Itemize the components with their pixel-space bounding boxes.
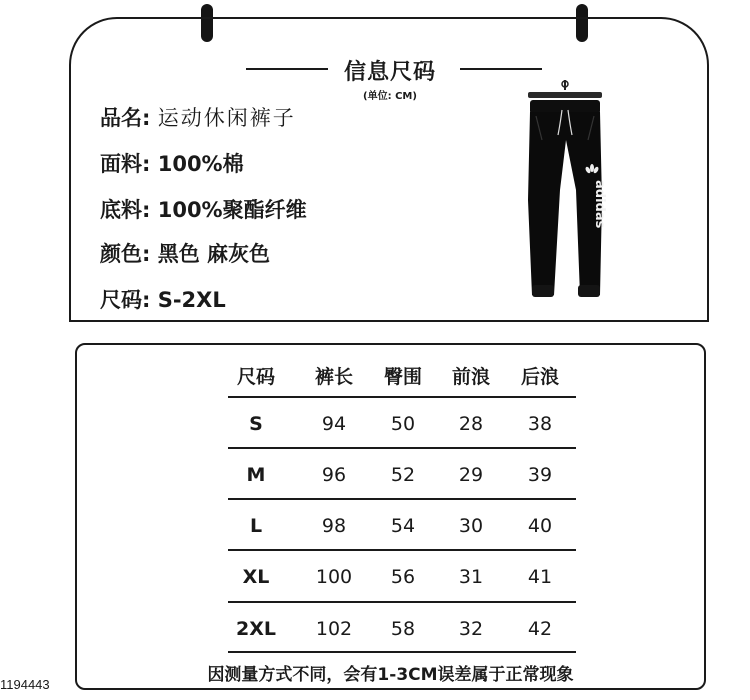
cell-front-rise: 29 xyxy=(458,464,484,486)
unit-note: (单位: CM) xyxy=(363,91,417,102)
cell-length: 96 xyxy=(321,464,347,486)
cell-back-rise: 38 xyxy=(527,413,553,435)
table-divider xyxy=(228,447,576,449)
lining-label: 底料: xyxy=(100,198,151,222)
cell-front-rise: 32 xyxy=(458,618,484,640)
header-back-rise: 后浪 xyxy=(520,366,559,388)
cell-size: 2XL xyxy=(236,618,276,640)
size-range-row xyxy=(100,284,226,314)
header-front-rise: 前浪 xyxy=(451,366,490,388)
cell-size: S xyxy=(249,413,263,435)
fabric-value: 100%棉 xyxy=(157,152,244,176)
cell-hip: 54 xyxy=(390,515,416,537)
product-name-value: 运动休闲裤子 xyxy=(157,106,296,130)
cell-hip: 50 xyxy=(390,413,416,435)
cell-hip: 58 xyxy=(390,618,416,640)
cell-front-rise: 30 xyxy=(458,515,484,537)
cell-length: 94 xyxy=(321,413,347,435)
color-value: 黑色 麻灰色 xyxy=(157,242,271,266)
brand-wordmark: adidas xyxy=(592,180,607,229)
fabric-label: 面料: xyxy=(100,152,151,176)
fabric-row xyxy=(100,148,244,178)
cell-hip: 56 xyxy=(390,566,416,588)
title-rule-left xyxy=(246,68,328,70)
image-code: 1194443 xyxy=(0,677,50,692)
table-divider xyxy=(228,601,576,603)
product-name-label: 品名: xyxy=(100,106,151,130)
table-divider xyxy=(228,549,576,551)
lining-row xyxy=(100,194,307,224)
cell-hip: 52 xyxy=(390,464,416,486)
product-name-row xyxy=(100,102,296,132)
header-hip: 臀围 xyxy=(383,366,422,388)
cell-length: 102 xyxy=(315,618,353,640)
lining-value: 100%聚酯纤维 xyxy=(157,198,307,222)
cell-size: L xyxy=(249,515,263,537)
cell-back-rise: 40 xyxy=(527,515,553,537)
size-range-label: 尺码: xyxy=(100,288,151,312)
cell-size: M xyxy=(246,464,266,486)
cell-size: XL xyxy=(242,566,270,588)
cell-length: 100 xyxy=(315,566,353,588)
size-range-value: S-2XL xyxy=(157,288,226,312)
table-divider xyxy=(228,396,576,398)
product-pants-image xyxy=(520,80,610,310)
table-divider xyxy=(228,498,576,500)
info-title: 信息尺码 xyxy=(343,60,436,85)
color-row xyxy=(100,238,270,268)
measurement-footnote: 因测量方式不同，会有1-3CM误差属于正常现象 xyxy=(207,665,574,685)
cell-length: 98 xyxy=(321,515,347,537)
table-divider xyxy=(228,651,576,653)
header-length: 裤长 xyxy=(314,366,353,388)
color-label: 颜色: xyxy=(100,242,151,266)
header-size: 尺码 xyxy=(236,366,275,388)
cell-front-rise: 28 xyxy=(458,413,484,435)
cell-front-rise: 31 xyxy=(458,566,484,588)
cell-back-rise: 39 xyxy=(527,464,553,486)
title-rule-right xyxy=(460,68,542,70)
cell-back-rise: 42 xyxy=(527,618,553,640)
cell-back-rise: 41 xyxy=(527,566,553,588)
